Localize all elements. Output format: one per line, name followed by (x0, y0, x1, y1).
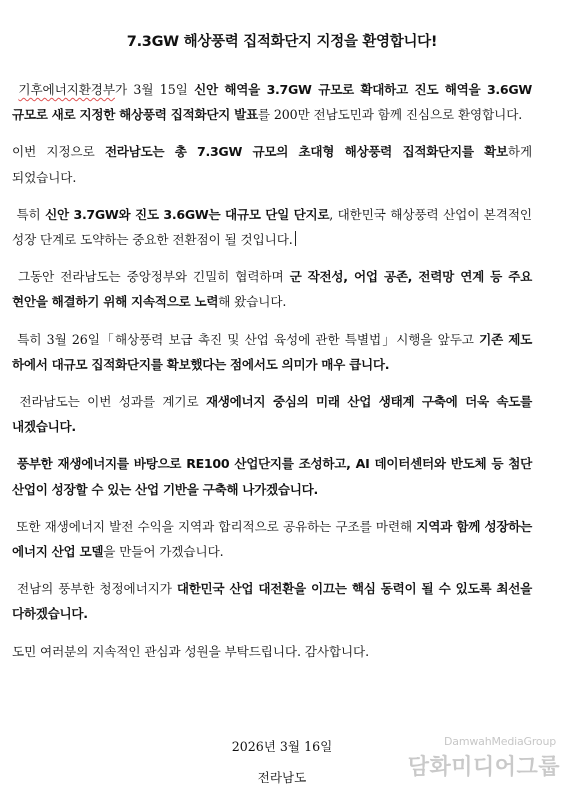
watermark-english: DamwahMediaGroup (444, 735, 556, 748)
paragraph-3 (12, 202, 532, 252)
text-run: 가 3월 15일 (114, 82, 195, 97)
text-run: 그동안 전라남도는 중앙정부와 긴밀히 협력하며 (18, 269, 290, 285)
paragraph-7 (12, 451, 532, 501)
text-run: 전남의 풍부한 청정에너지가 (17, 581, 177, 597)
text-run: 특히 3월 26일「해상풍력 보급 촉진 및 산업 육성에 관한 특별법」시행을 앞두고 (17, 331, 480, 347)
bold-text: 대한민국 산업 대전환을 이끄는 핵심 동력이 될 수 있도록 최선을 다하겠습니다. (12, 581, 533, 622)
bold-text: 군 작전성, 어업 공존, 전력망 연계 등 주요 현안을 해결하기 위해 지속적으로 노력 (12, 269, 532, 310)
text-run: 전라남도는 이번 성과를 계기로 (19, 394, 206, 410)
bold-text: 신안 해역을 3.7GW 규모로 확대하고 진도 해역을 3.6GW 규모로 새로 지정한 해상풍력 집적화단지 발표 (12, 82, 532, 123)
document-date: 2026년 3월 16일 (231, 739, 333, 754)
bold-text: 지역과 함께 성장하는 에너지 산업 모델 (12, 518, 532, 560)
bold-text: 신안 3.7GW와 진도 3.6GW는 대규모 단일 단지로 (45, 206, 330, 222)
text-run: 또한 재생에너지 발전 수익을 지역과 합리적으로 공유하는 구조를 마련해 (16, 518, 417, 534)
bold-text: 풍부한 재생에너지를 바탕으로 RE100 산업단지를 조성하고, AI 데이터센터와 반도체 등 첨단 산업이 성장할 수 있는 산업 기반을 구축해 나가겠습니다. (12, 456, 532, 497)
text-run: 이번 지정으로 (12, 144, 105, 160)
bold-text: 전라남도는 총 7.3GW 규모의 초대형 해상풍력 집적화단지를 확보 (104, 144, 508, 160)
text-run: , 대한민국 해상풍력 산업이 본격적인 성장 단계로 도약하는 중요한 전환점이 될 것입니다. (12, 206, 532, 248)
text-run: 특히 (16, 206, 46, 222)
spellcheck-underlined-text: 기후에너지환경부 (18, 82, 115, 97)
paragraph-2 (12, 139, 532, 189)
text-run: 해 왔습니다. (218, 294, 287, 310)
bold-text: 재생에너지 중심의 미래 산업 생태계 구축에 더욱 속도를 내겠습니다. (12, 394, 533, 435)
paragraph-1 (12, 77, 532, 127)
paragraph-9 (12, 576, 532, 626)
paragraph-10 (12, 639, 532, 664)
text-cursor (295, 231, 296, 246)
text-run: 를 200만 전남도민과 함께 진심으로 환영합니다. (257, 107, 523, 123)
text-run: 을 만들어 가겠습니다. (103, 544, 224, 560)
watermark-korean: 담화미디어그룹 (407, 755, 560, 780)
text-run: 도민 여러분의 지속적인 관심과 성원을 부탁드립니다. 감사합니다. (12, 643, 369, 659)
paragraph-6 (12, 389, 532, 439)
document-title: 7.3GW 해상풍력 집적화단지 지정을 환영합니다! (126, 34, 438, 50)
text-run: 하게 되었습니다. (12, 144, 533, 185)
paragraph-5 (12, 327, 532, 377)
paragraph-4 (12, 264, 532, 314)
document-signature: 전라남도 (257, 770, 307, 785)
paragraph-8 (12, 514, 532, 564)
bold-text: 기존 제도 하에서 대규모 집적화단지를 확보했다는 점에서도 의미가 매우 큽니다. (12, 331, 533, 372)
document-body[interactable] (12, 77, 532, 676)
